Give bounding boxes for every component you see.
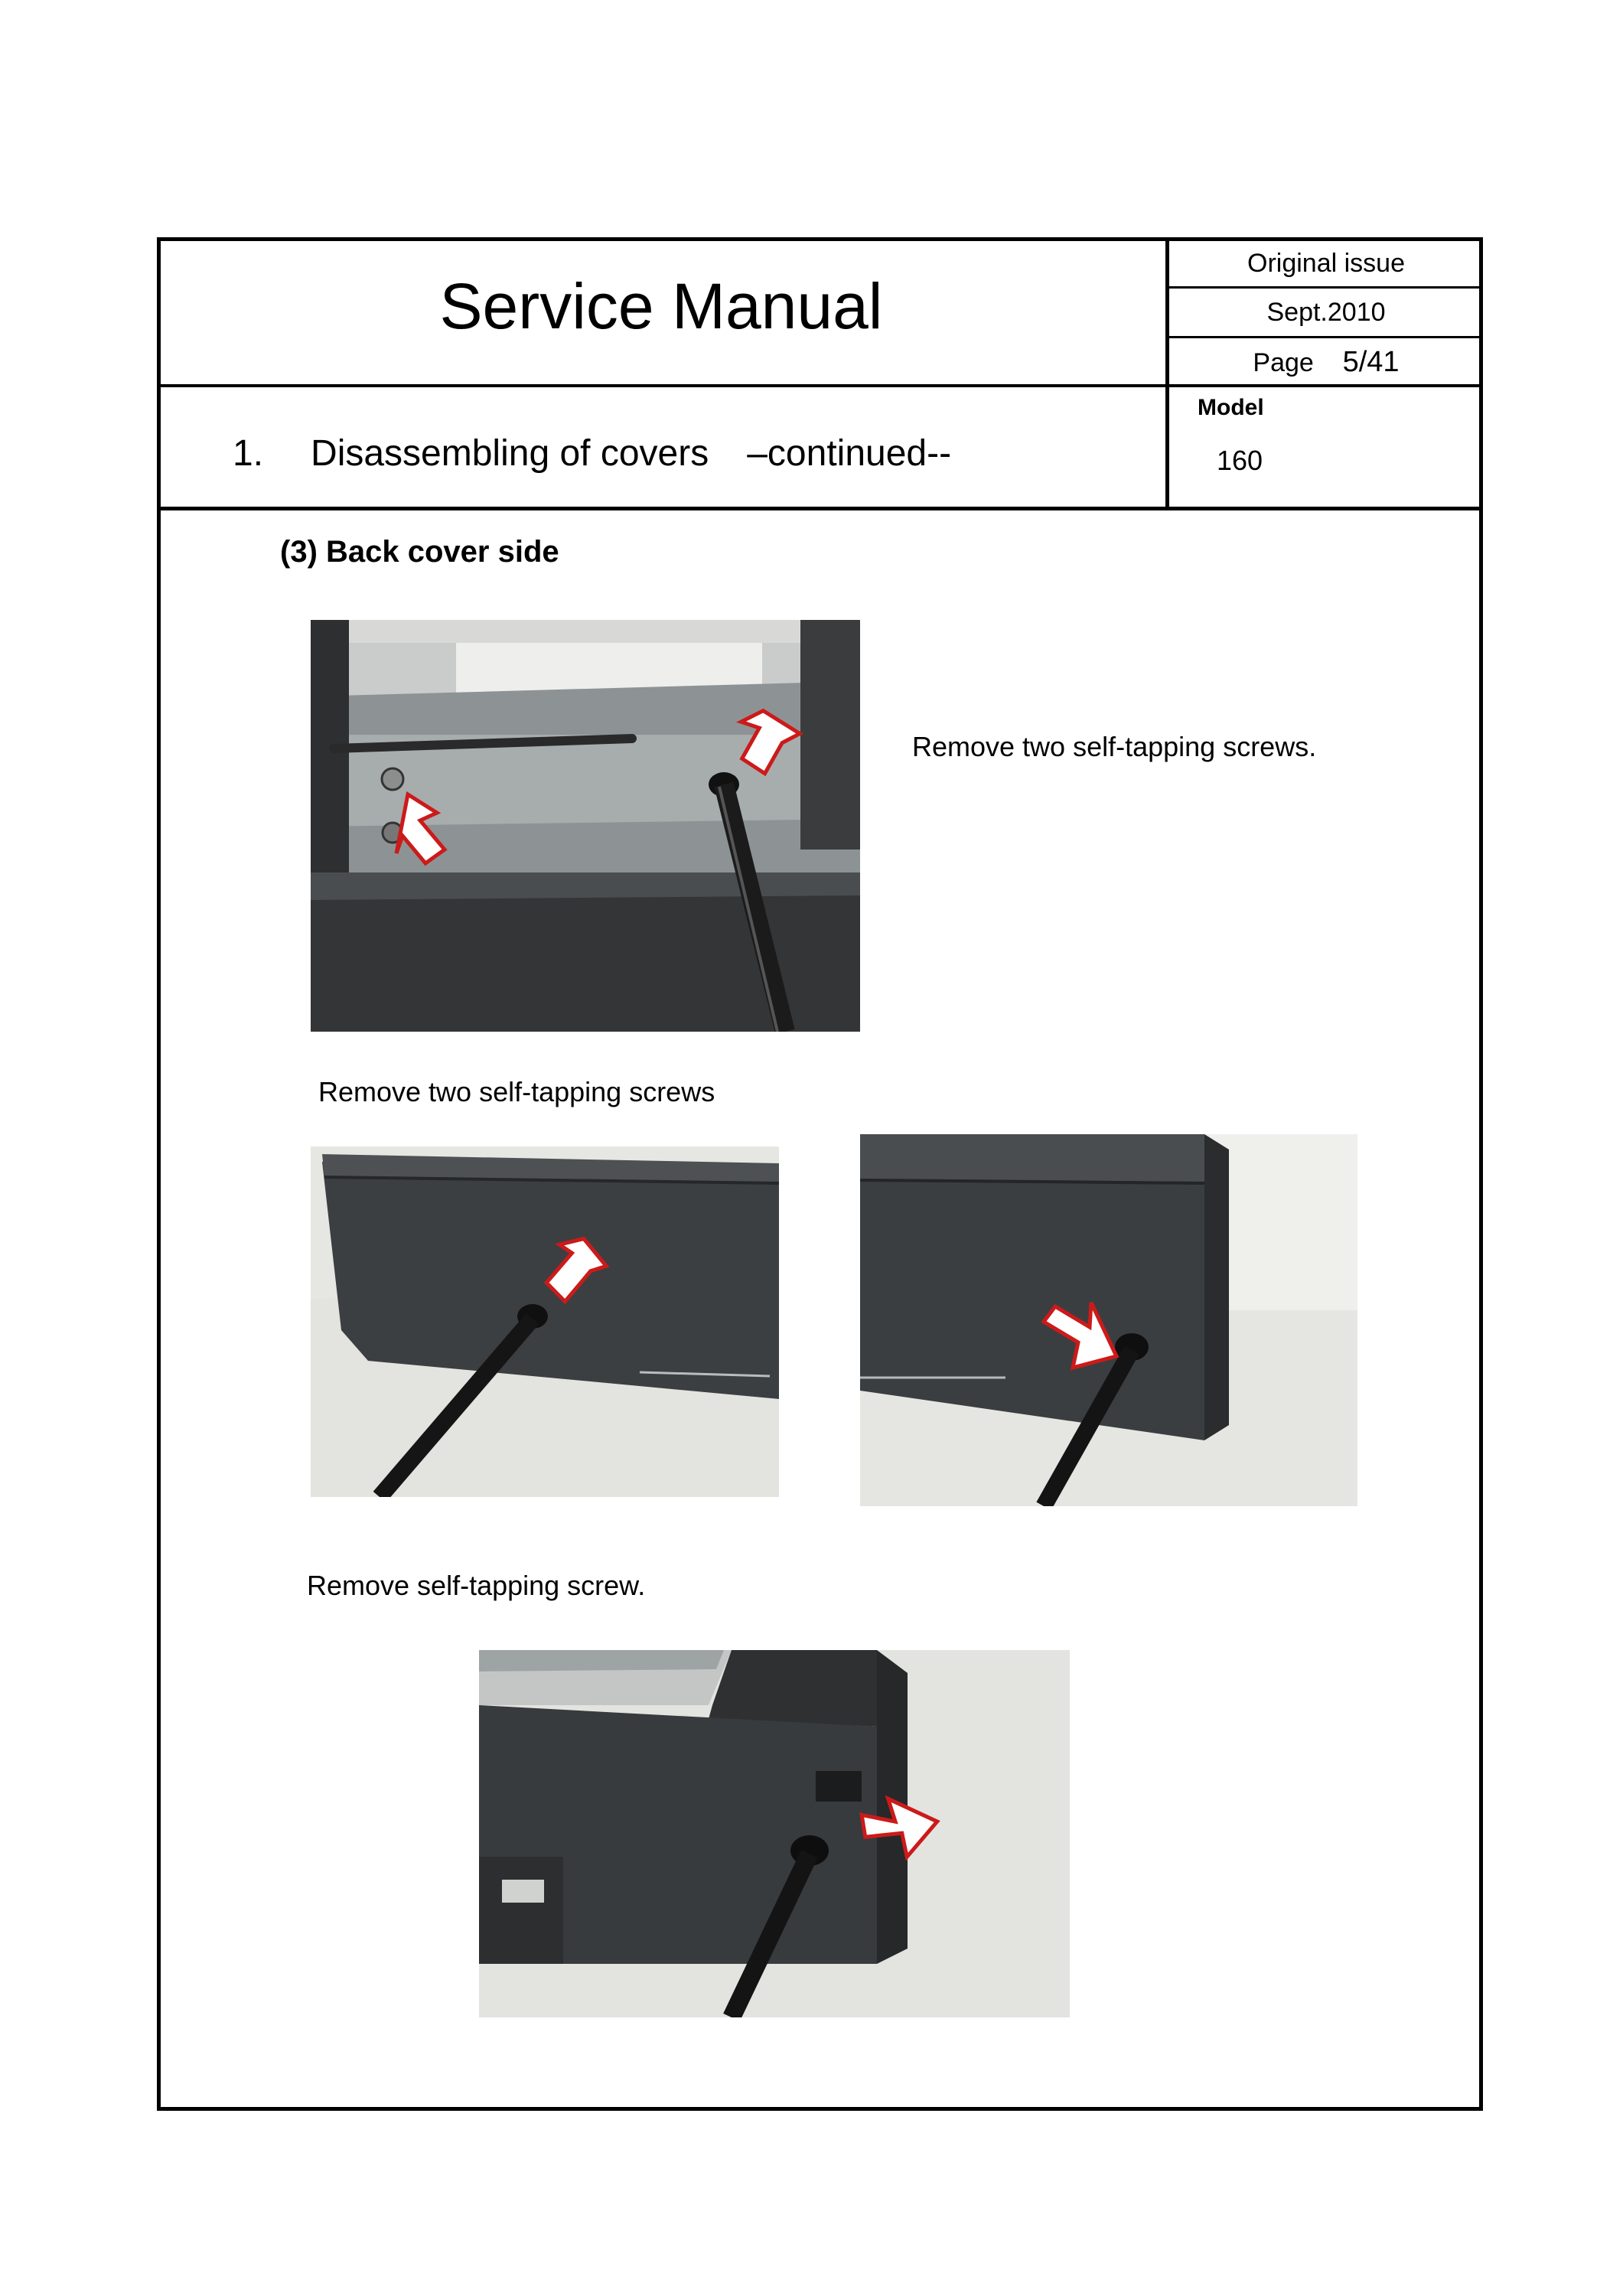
header-divider <box>157 384 1483 387</box>
page-title: Service Manual <box>439 270 883 342</box>
photo-back-cover-top <box>311 620 860 1032</box>
caption-step-3: Remove self-tapping screw. <box>307 1570 646 1601</box>
original-issue-label: Original issue <box>1247 249 1405 278</box>
section-number: 1. <box>233 433 264 474</box>
model-value: 160 <box>1217 445 1263 476</box>
page-label: Page <box>1253 348 1314 377</box>
issue-row-divider <box>1165 286 1483 289</box>
header-bottom-border <box>157 507 1483 510</box>
issue-date: Sept.2010 <box>1266 298 1386 327</box>
section-title: Disassembling of covers <box>311 433 709 474</box>
subheading: (3) Back cover side <box>280 535 559 569</box>
page-number: 5/41 <box>1342 346 1400 378</box>
page-indicator <box>1169 347 1483 378</box>
photo-back-cover-left <box>311 1146 779 1497</box>
photo-back-cover-right <box>860 1134 1357 1506</box>
date-row-divider <box>1165 336 1483 338</box>
model-label: Model <box>1198 395 1264 420</box>
section-heading <box>233 431 951 477</box>
section-suffix: –continued-- <box>747 433 952 474</box>
caption-step-2: Remove two self-tapping screws <box>318 1076 715 1107</box>
photo-back-cover-bottom <box>479 1650 1070 2017</box>
caption-step-1: Remove two self-tapping screws. <box>912 731 1317 762</box>
